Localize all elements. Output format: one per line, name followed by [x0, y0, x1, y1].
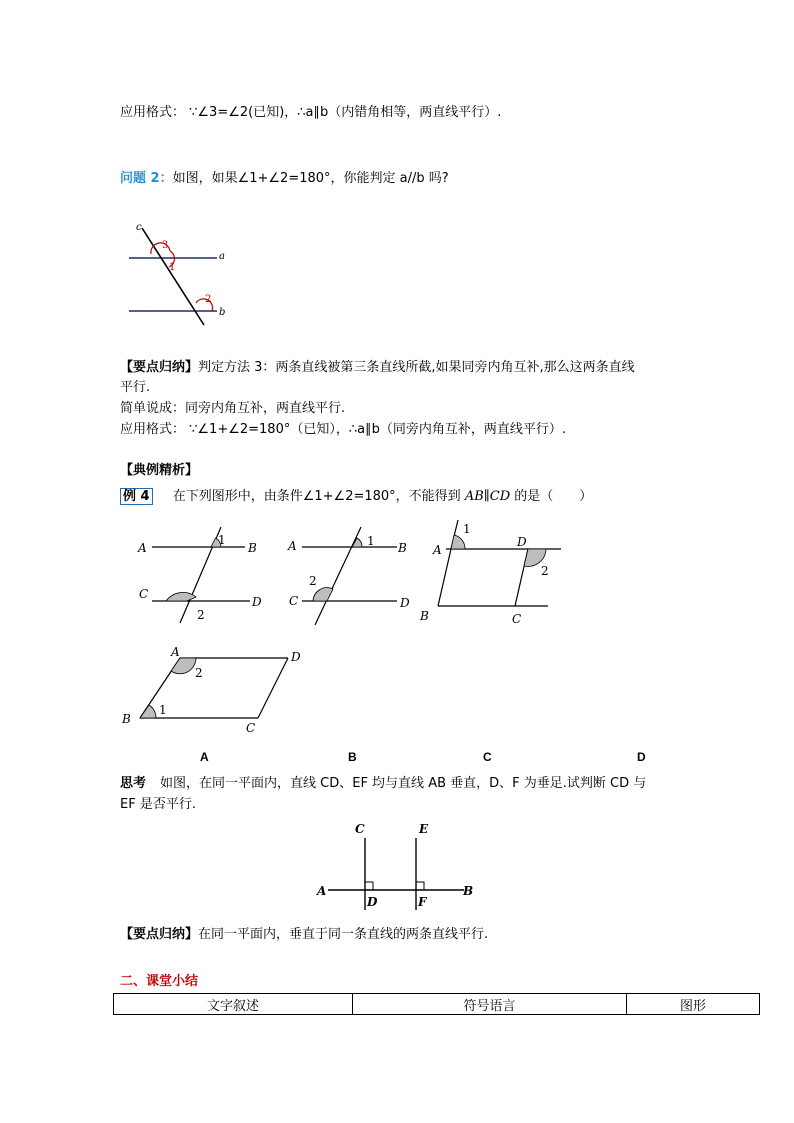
example-4-text-end: 的是（ ）	[510, 489, 593, 504]
label-2: 2	[195, 666, 203, 680]
label-B: B	[463, 884, 474, 898]
label-B: B	[420, 609, 429, 623]
label-E: E	[419, 822, 429, 836]
example-4-text: 在下列图形中，由条件∠1+∠2=180°，不能得到	[172, 489, 465, 504]
angle-2-wedge	[313, 588, 333, 601]
label-b: b	[219, 307, 226, 318]
col-text-description: 文字叙述	[114, 994, 353, 1015]
key-point-tag: 【要点归纳】	[120, 927, 199, 942]
label-1: 1	[463, 522, 471, 536]
option-c-label: C	[483, 750, 492, 764]
section-typical-example: 【典例精析】	[120, 463, 199, 478]
think-tag: 思考	[120, 776, 147, 791]
figure-option-b	[285, 525, 420, 630]
key-point-tag: 【要点归纳】	[120, 360, 199, 375]
label-C: C	[355, 822, 365, 836]
label-C: C	[139, 587, 149, 601]
think-text: 如图，在同一平面内，直线 CD、EF 均与直线 AB 垂直，D、F 为垂足.试判断 CD 与	[160, 776, 647, 791]
label-D: D	[291, 650, 301, 664]
figure-option-a	[135, 525, 275, 630]
table-row	[114, 994, 760, 1015]
figure-perpendicular-lines	[312, 818, 482, 913]
label-D: D	[517, 535, 527, 549]
option-d-label: D	[637, 750, 646, 764]
angle-1-wedge	[140, 705, 156, 718]
option-b-label: B	[348, 750, 357, 764]
option-a-label: A	[200, 750, 209, 764]
label-A: A	[317, 884, 327, 898]
example-4	[120, 489, 592, 505]
label-2: 2	[197, 608, 205, 622]
summary-table	[113, 993, 760, 1015]
think-question	[120, 776, 646, 792]
figure-option-d	[118, 643, 318, 738]
label-1: 1	[169, 262, 176, 273]
example-4-tag: 例 4	[120, 488, 153, 505]
figure-option-c	[418, 520, 568, 628]
label-1: 1	[218, 533, 226, 547]
figure-parallel-transversal	[120, 218, 240, 333]
label-2: 2	[205, 294, 212, 305]
question-2-label: 问题 2：	[120, 171, 173, 186]
label-3: 3	[162, 240, 169, 251]
label-c: c	[136, 222, 142, 233]
label-C: C	[289, 594, 299, 608]
think-text-cont: EF 是否平行.	[120, 797, 196, 812]
angle-2-wedge	[166, 592, 196, 601]
label-2: 2	[541, 564, 549, 578]
label-C: C	[246, 721, 256, 735]
key-point-short: 简单说成：同旁内角互补，两直线平行.	[120, 401, 346, 416]
label-A: A	[433, 543, 442, 557]
label-1: 1	[159, 703, 167, 717]
apply-format-line: 应用格式： ∵∠3=∠2(已知)，∴a∥b（内错角相等，两直线平行）.	[120, 105, 502, 120]
example-4-ab-cd: AB∥CD	[464, 489, 511, 504]
key-point-text: 判定方法 3：两条直线被第三条直线所截,如果同旁内角互补,那么这两条直线	[198, 360, 635, 375]
label-C: C	[512, 612, 522, 626]
label-A: A	[138, 541, 147, 555]
key-point-format: 应用格式： ∵∠1+∠2=180°（已知），∴a∥b（同旁内角互补，两直线平行）.	[120, 422, 566, 437]
right-angle-f	[416, 882, 424, 890]
question-2	[120, 171, 449, 187]
summary-heading: 二、课堂小结	[120, 974, 199, 989]
label-A: A	[171, 645, 180, 659]
label-D: D	[367, 895, 378, 909]
label-1: 1	[367, 534, 375, 548]
key-point-text: 在同一平面内，垂直于同一条直线的两条直线平行.	[198, 927, 489, 942]
col-figure: 图形	[627, 994, 760, 1015]
label-2: 2	[309, 574, 317, 588]
label-B: B	[248, 541, 257, 555]
label-D: D	[252, 595, 262, 609]
label-A: A	[288, 539, 297, 553]
label-F: F	[418, 895, 427, 909]
key-point-perpendicular	[120, 927, 488, 943]
angle-1-wedge	[451, 535, 465, 549]
right-angle-d	[365, 882, 373, 890]
col-symbol-language: 符号语言	[353, 994, 627, 1015]
question-2-text: 如图，如果∠1+∠2=180°，你能判定 a//b 吗?	[172, 171, 449, 186]
label-a: a	[219, 251, 225, 262]
label-D: D	[400, 596, 410, 610]
label-B: B	[122, 712, 131, 726]
key-point-method-3	[120, 360, 635, 376]
angle-2-wedge	[171, 658, 196, 674]
label-B: B	[398, 541, 407, 555]
key-point-text-cont: 平行.	[120, 380, 151, 395]
